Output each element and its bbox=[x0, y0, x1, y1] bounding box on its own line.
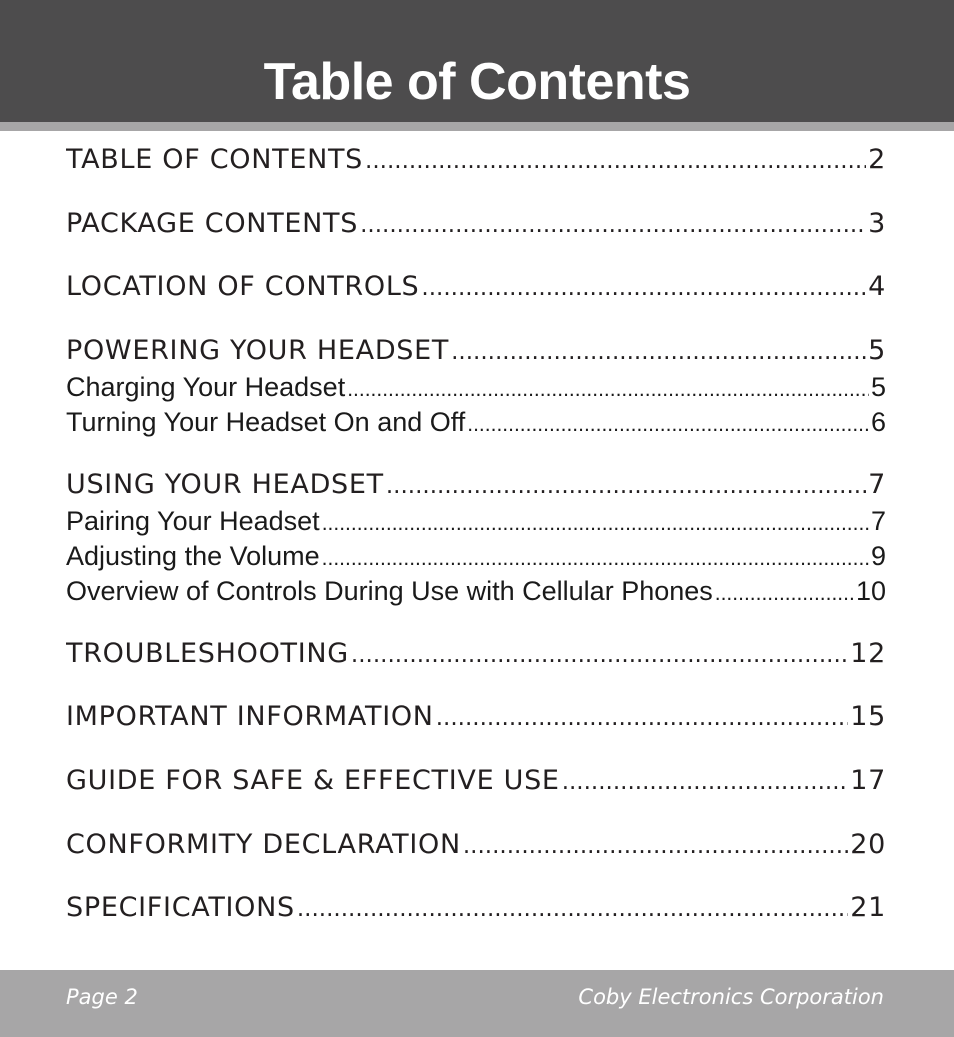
table-of-contents bbox=[66, 0, 886, 960]
footer-page-number: Page 2 bbox=[66, 985, 138, 1009]
toc-entry-label: CONFORMITY DECLARATION bbox=[66, 829, 461, 860]
dot-leader bbox=[436, 701, 849, 735]
toc-entry-conformity-declaration[interactable] bbox=[66, 828, 886, 863]
toc-entry-label: TABLE OF CONTENTS bbox=[66, 144, 364, 175]
toc-subentry-overview-of-controls[interactable] bbox=[66, 575, 886, 610]
toc-subentry-charging-your-headset[interactable] bbox=[66, 371, 886, 406]
toc-entry-label: Turning Your Headset On and Off bbox=[66, 407, 466, 437]
dot-leader bbox=[467, 409, 869, 441]
toc-entry-page: 9 bbox=[870, 541, 886, 571]
dot-leader bbox=[347, 374, 869, 406]
dot-leader bbox=[322, 543, 869, 575]
toc-entry-label: Charging Your Headset bbox=[66, 372, 346, 402]
toc-entry-powering-your-headset[interactable] bbox=[66, 334, 886, 369]
toc-entry-label: Pairing Your Headset bbox=[66, 506, 320, 536]
dot-leader bbox=[322, 508, 869, 540]
toc-entry-label: USING YOUR HEADSET bbox=[66, 469, 384, 500]
toc-entry-page: 15 bbox=[850, 701, 886, 732]
toc-entry-page: 6 bbox=[870, 407, 886, 437]
dot-leader bbox=[351, 638, 848, 672]
page-title: Table of Contents bbox=[263, 53, 691, 111]
dot-leader bbox=[562, 765, 849, 799]
toc-entry-label: TROUBLESHOOTING bbox=[66, 638, 349, 669]
toc-entry-page: 2 bbox=[868, 144, 886, 175]
toc-entry-using-your-headset[interactable] bbox=[66, 468, 886, 503]
dot-leader bbox=[360, 208, 866, 242]
toc-entry-page: 5 bbox=[870, 372, 886, 402]
toc-entry-troubleshooting[interactable] bbox=[66, 637, 886, 672]
dot-leader bbox=[365, 144, 866, 178]
toc-entry-specifications[interactable] bbox=[66, 891, 886, 926]
toc-entry-page: 21 bbox=[850, 892, 886, 923]
toc-entry-label: LOCATION OF CONTROLS bbox=[66, 271, 420, 302]
toc-entry-label: IMPORTANT INFORMATION bbox=[66, 701, 434, 732]
toc-entry-page: 12 bbox=[850, 638, 886, 669]
toc-entry-page: 20 bbox=[850, 829, 886, 860]
toc-subentry-turning-headset-on-off[interactable] bbox=[66, 406, 886, 441]
toc-entry-page: 7 bbox=[868, 469, 886, 500]
toc-entry-label: PACKAGE CONTENTS bbox=[66, 208, 359, 239]
dot-leader bbox=[451, 335, 866, 369]
toc-entry-label: SPECIFICATIONS bbox=[66, 892, 295, 923]
toc-entry-package-contents[interactable] bbox=[66, 207, 886, 242]
toc-entry-label: Adjusting the Volume bbox=[66, 541, 320, 571]
toc-entry-label: Overview of Controls During Use with Cellular Phones bbox=[66, 576, 713, 606]
dot-leader bbox=[297, 892, 848, 926]
toc-entry-page: 4 bbox=[868, 271, 886, 302]
page-footer bbox=[0, 970, 954, 1037]
toc-subentry-pairing-your-headset[interactable] bbox=[66, 505, 886, 540]
toc-entry-page: 7 bbox=[870, 506, 886, 536]
toc-entry-table-of-contents[interactable] bbox=[66, 143, 886, 178]
dot-leader bbox=[715, 578, 854, 610]
toc-entry-label: GUIDE FOR SAFE & EFFECTIVE USE bbox=[66, 765, 560, 796]
dot-leader bbox=[463, 829, 848, 863]
toc-entry-page: 5 bbox=[868, 335, 886, 366]
dot-leader bbox=[421, 271, 866, 305]
toc-entry-page: 3 bbox=[868, 208, 886, 239]
toc-entry-important-information[interactable] bbox=[66, 700, 886, 735]
toc-entry-guide-for-safe-use[interactable] bbox=[66, 764, 886, 799]
dot-leader bbox=[386, 469, 866, 503]
footer-company-name: Coby Electronics Corporation bbox=[578, 985, 884, 1009]
toc-entry-page: 17 bbox=[850, 765, 886, 796]
toc-entry-location-of-controls[interactable] bbox=[66, 270, 886, 305]
toc-entry-label: POWERING YOUR HEADSET bbox=[66, 335, 450, 366]
toc-subentry-adjusting-the-volume[interactable] bbox=[66, 540, 886, 575]
toc-entry-page: 10 bbox=[855, 576, 886, 606]
